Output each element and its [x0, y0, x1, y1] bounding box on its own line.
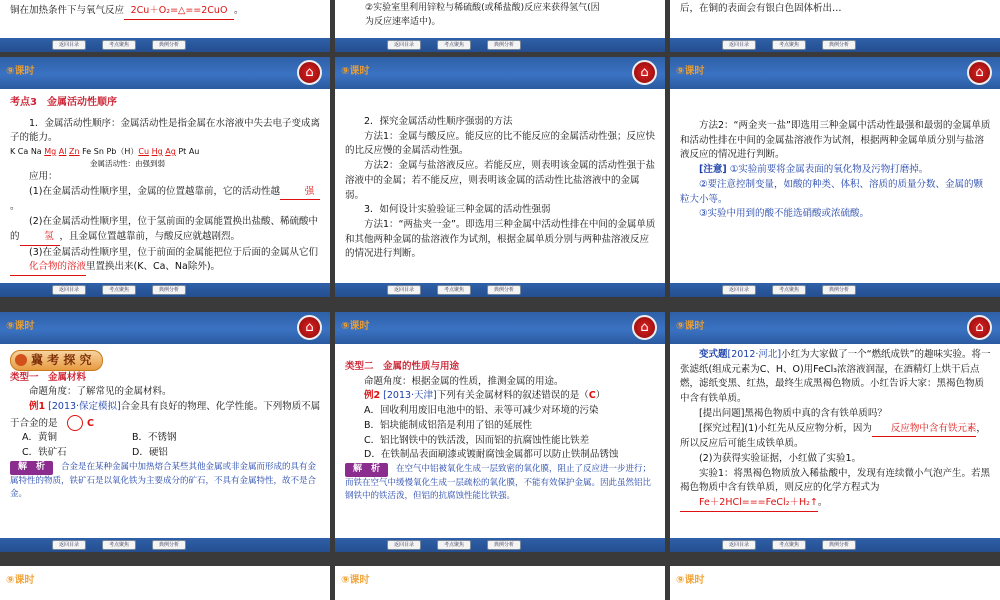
- slide-11: [335, 566, 665, 600]
- s1-answer: 2Cu＋O₂=△==2CuO: [124, 4, 234, 20]
- back-to-toc-button[interactable]: 返回目录: [387, 285, 421, 295]
- slide-header: [335, 312, 665, 344]
- slide-label: ⑨课时: [676, 321, 705, 332]
- s9-e2: (2)为获得实验证据，小红做了实验1。: [699, 453, 862, 465]
- slide-footer: [670, 283, 1000, 297]
- examples-button[interactable]: 典例分析: [152, 40, 186, 50]
- s3-text: 后，在铜的表面会有银白色固体析出…: [680, 3, 842, 14]
- slide-3: [670, 0, 1000, 52]
- s4-a1-answer: 强: [280, 185, 320, 201]
- slide-1: 铜在加热条件下与氧气反应 2Cu＋O₂=△==2CuO 。 返回目录 考点聚焦 典例分析: [0, 0, 330, 52]
- s9-question: [提出问题]黑褐色物质中真的含有铁单质吗？: [699, 407, 887, 419]
- examples-button[interactable]: 典例分析: [822, 285, 856, 295]
- focus-button[interactable]: 考点聚焦: [102, 540, 136, 550]
- slide-header: [0, 312, 330, 344]
- slide-footer: [670, 38, 1000, 52]
- home-icon[interactable]: ⌂: [632, 315, 657, 340]
- examples-button[interactable]: 典例分析: [487, 285, 521, 295]
- s4-a3-answer: 化合物的溶液: [10, 260, 86, 276]
- slide-label: ⑨课时: [6, 66, 35, 77]
- back-to-toc-button[interactable]: 返回目录: [52, 540, 86, 550]
- back-to-toc-button[interactable]: 返回目录: [387, 540, 421, 550]
- s8-explanation: 在空气中铝被氧化生成一层致密的氧化膜，阻止了反应进一步进行；而铁在空气中缓慢氧化生成一层疏松的氧化膜，不能有效保护金属。因此虽然铝比钢铁中的铁活泼，但铝的抗腐蚀性能比铁强。: [345, 464, 652, 502]
- focus-button[interactable]: 考点聚焦: [772, 285, 806, 295]
- option-d: D．在铁制品表面刷漆或镀耐腐蚀金属都可以防止铁制品锈蚀: [364, 449, 619, 461]
- slide-10: [0, 566, 330, 600]
- s4-apply: 应用：: [29, 170, 58, 182]
- back-to-toc-button[interactable]: 返回目录: [722, 540, 756, 550]
- s6-n3: ③实验中用到的酸不能选硝酸或浓硫酸。: [699, 208, 870, 220]
- home-icon[interactable]: ⌂: [297, 60, 322, 85]
- slide-header: [670, 312, 1000, 344]
- s4-p1: 1．金属活动性顺序：金属活动性是指金属在水溶液中失去电子变成离子的能力。: [10, 117, 321, 144]
- slide-label: ⑨课时: [341, 66, 370, 77]
- focus-button[interactable]: 考点聚焦: [772, 540, 806, 550]
- slide-footer: [335, 283, 665, 297]
- back-to-toc-button[interactable]: 返回目录: [722, 40, 756, 50]
- slide-label: ⑨课时: [676, 66, 705, 77]
- option-a: A．黄铜: [22, 432, 57, 444]
- slide-7: ⑨课时 ⌂ 冀 考 探 究 类型一 金属材料 命题角度：了解常见的金属材料。 例1 [2013·保定模拟]合金具有良好的物理、化学性能。下列物质不属于合金的是 C A．黄铜 B．不锈钢 C．铁矿石 D．硬铝 解 析 合金是在某种金属中加热熔合某些其他金属或非金属而形成的具有金属特性的物质，铁矿石是以氧化铁为主要成分的矿石，不具有金属特性，故不是合金。 返回目录 考点聚焦 典例分析: [0, 312, 330, 552]
- s8-answer: C: [588, 390, 596, 402]
- s5-m3: 方法1：“两盐夹一金”。即选用三种金属中活动性排在中间的金属单质和其他两种金属的盐溶液作为试剂，根据金属单质分别与两种盐溶液反应的情况进行判断。: [345, 219, 656, 260]
- activity-order: K Ca Na Mg Al Zn Fe Sn Pb（H）Cu Hg Ag Pt Au: [10, 146, 200, 156]
- order-caption: 金属活动性：由强到弱: [90, 159, 165, 169]
- s5-m2: 方法2：金属与盐溶液反应。若能反应，则表明该金属的活动性强于盐溶液中的金属；若不能反应，则表明该金属的活动性比盐溶液中的金属弱。: [345, 160, 656, 201]
- slide-label: ⑨课时: [676, 575, 705, 586]
- option-a: A．回收利用废旧电池中的铅、汞等可减少对环境的污染: [364, 405, 599, 417]
- s7-angle: 命题角度：了解常见的金属材料。: [29, 386, 172, 398]
- slide-12: [670, 566, 1000, 600]
- slide-6: ⑨课时 ⌂ 方法2：“两金夹一盐”即选用三种金属中活动性最强和最弱的金属单质和活动性排在中间的金属盐溶液作为试剂，根据两种金属单质分别与盐溶液反应的情况进行判断。 [注意] ①实验前要将金属表面的氧化物及污物打磨掉。 ②要注意控制变量，如酸的种类、体积、溶质的质量分数、金属的颗粒大小等。 ③实验中用到的酸不能选硝酸或浓硫酸。 返回目录 考点聚焦 典例分析: [670, 57, 1000, 297]
- s8-angle: 命题角度：根据金属的性质，推测金属的用途。: [364, 375, 564, 387]
- focus-button[interactable]: 考点聚焦: [102, 285, 136, 295]
- s1-text: 铜在加热条件下与氧气反应: [10, 5, 125, 16]
- slide-header: [335, 57, 665, 89]
- s7-explanation: 合金是在某种金属中加热熔合某些其他金属或非金属而形成的具有金属特性的物质，铁矿石是以氧化铁为主要成分的矿石，不具有金属特性，故不是合金。: [10, 461, 317, 500]
- s2-line1: ②实验室里利用锌粒与稀硫酸(或稀盐酸)反应来获得氢气(因: [365, 3, 600, 13]
- examples-button[interactable]: 典例分析: [822, 40, 856, 50]
- slide-footer: [0, 538, 330, 552]
- slide-header: [670, 57, 1000, 89]
- examples-button[interactable]: 典例分析: [487, 40, 521, 50]
- back-to-toc-button[interactable]: 返回目录: [722, 285, 756, 295]
- note-label: [注意]: [699, 164, 727, 176]
- s7-answer: C: [67, 415, 83, 431]
- slide-footer: [335, 38, 665, 52]
- focus-button[interactable]: 考点聚焦: [437, 40, 471, 50]
- slide-4: ⑨课时 ⌂ 考点3 金属活动性顺序 1．金属活动性顺序：金属活动性是指金属在水溶液中失去电子变成离子的能力。 K Ca Na Mg Al Zn Fe Sn Pb（H）Cu Hg Ag Pt Au 金属活动性：由强到弱 应用： (1)在金属活动性顺序里，金属的位置越靠前，它的活动性越 强。 (2)在金属活动性顺序里，位于氢前面的金属能置换出盐酸、稀硫酸中的 氢 ，且金属位置越靠前，与酸反应就越剧烈。 (3)在金属活动性顺序里，位于前面的金属能把位于后面的金属从它们化合物的溶液里置换出来(K、Ca、Na除外)。 返回目录 考点聚焦 典例分析: [0, 57, 330, 297]
- option-d: D．硬铝: [132, 447, 168, 459]
- slide-2: [335, 0, 665, 52]
- s6-m4: 方法2：“两金夹一盐”即选用三种金属中活动性最强和最弱的金属单质和活动性排在中间的金属盐溶液作为试剂，根据两种金属单质分别与盐溶液反应的情况进行判断。: [680, 120, 991, 161]
- s6-n2: ②要注意控制变量，如酸的种类、体积、溶质的质量分数、金属的颗粒大小等。: [680, 178, 984, 205]
- slide-5: [335, 57, 665, 297]
- examples-button[interactable]: 典例分析: [152, 540, 186, 550]
- home-icon[interactable]: ⌂: [967, 60, 992, 85]
- slide-header: [0, 57, 330, 89]
- home-icon[interactable]: ⌂: [967, 315, 992, 340]
- slide-9: ⑨课时 ⌂ 变式题[2012·河北]小红为大家做了一个“燃纸成铁”的趣味实验。将一张滤纸(组成元素为C、H、O)用FeCl₃浓溶液润湿，在酒精灯上烘干后点燃，滤纸变黑、红热，最终生成黑褐色物质。小红告诉大家：黑褐色物质中含有铁单质。 [提出问题]黑褐色物质中真的含有铁单质吗？ [探究过程](1)小红先从反应物分析，因为 反应物中含有铁元素，所以反应后可能生成铁单质。 (2)为获得实验证据，小红做了实验1。 实验1：将黑褐色物质放入稀盐酸中，发现有连续微小气泡产生。若黑褐色物质中含有铁单质，则反应的化学方程式为Fe＋2HCl===FeCl₂＋H₂↑。 返回目录 考点聚焦 典例分析: [670, 312, 1000, 552]
- s5-h2: 2．探究金属活动性顺序强弱的方法: [364, 116, 513, 127]
- slide-label: ⑨课时: [6, 575, 35, 586]
- slide-8: ⑨课时 ⌂ 类型二 金属的性质与用途 命题角度：根据金属的性质，推测金属的用途。 例2 [2013·天津]下列有关金属材料的叙述错误的是（C） A．回收利用废旧电池中的铅、汞等可减少对环境的污染 B．铝块能制成铝箔是利用了铝的延展性 C．铝比钢铁中的铁活泼，因而铝的抗腐蚀性能比铁差 D．在铁制品表面刷漆或镀耐腐蚀金属都可以防止铁制品锈蚀 解 析 在空气中铝被氧化生成一层致密的氧化膜，阻止了反应进一步进行；而铁在空气中缓慢氧化生成一层疏松的氧化膜，不能有效保护金属。因此虽然铝比钢铁中的铁活泼，但铝的抗腐蚀性能比铁强。 返回目录 考点聚焦 典例分析: [335, 312, 665, 552]
- slide-footer: [670, 538, 1000, 552]
- focus-button[interactable]: 考点聚焦: [437, 285, 471, 295]
- s5-m1: 方法1：金属与酸反应。能反应的比不能反应的金属活动性强；反应快的比反应慢的金属活动性强。: [345, 130, 656, 157]
- focus-button[interactable]: 考点聚焦: [437, 540, 471, 550]
- back-to-toc-button[interactable]: 返回目录: [52, 285, 86, 295]
- slide-label: ⑨课时: [6, 321, 35, 332]
- focus-button[interactable]: 考点聚焦: [102, 40, 136, 50]
- s7-type: 类型一 金属材料: [10, 371, 87, 383]
- exam-explore-badge: 冀 考 探 究: [10, 350, 103, 371]
- examples-button[interactable]: 典例分析: [152, 285, 186, 295]
- slide-label: ⑨课时: [341, 575, 370, 586]
- option-c: C．铁矿石: [22, 447, 67, 459]
- home-icon[interactable]: ⌂: [632, 60, 657, 85]
- slide-footer: [335, 538, 665, 552]
- option-b: B．不锈钢: [132, 432, 177, 444]
- slide-footer: [0, 283, 330, 297]
- explanation-label: 解 析: [10, 461, 53, 475]
- examples-button[interactable]: 典例分析: [822, 540, 856, 550]
- s2-line2: 为反应速率适中)。: [365, 16, 441, 27]
- s8-type: 类型二 金属的性质与用途: [345, 361, 460, 372]
- s4-a2-answer: 氢: [20, 230, 60, 246]
- focus-button[interactable]: 考点聚焦: [772, 40, 806, 50]
- slide-footer: [0, 38, 330, 52]
- s9-e3-answer: Fe＋2HCl===FeCl₂＋H₂↑: [680, 496, 818, 512]
- back-to-toc-button[interactable]: 返回目录: [387, 40, 421, 50]
- back-to-toc-button[interactable]: 返回目录: [52, 40, 86, 50]
- s5-h3: 3．如何设计实验验证三种金属的活动性强弱: [364, 204, 551, 216]
- home-icon[interactable]: ⌂: [297, 315, 322, 340]
- examples-button[interactable]: 典例分析: [487, 540, 521, 550]
- option-b: B．铝块能制成铝箔是利用了铝的延展性: [364, 419, 533, 431]
- option-c: C．铝比钢铁中的铁活泼，因而铝的抗腐蚀性能比铁差: [364, 434, 590, 446]
- explanation-label: 解 析: [345, 463, 388, 477]
- s4-heading: 考点3 金属活动性顺序: [10, 97, 117, 108]
- slide-label: ⑨课时: [341, 321, 370, 332]
- s9-e1-answer: 反应物中含有铁元素: [872, 422, 977, 438]
